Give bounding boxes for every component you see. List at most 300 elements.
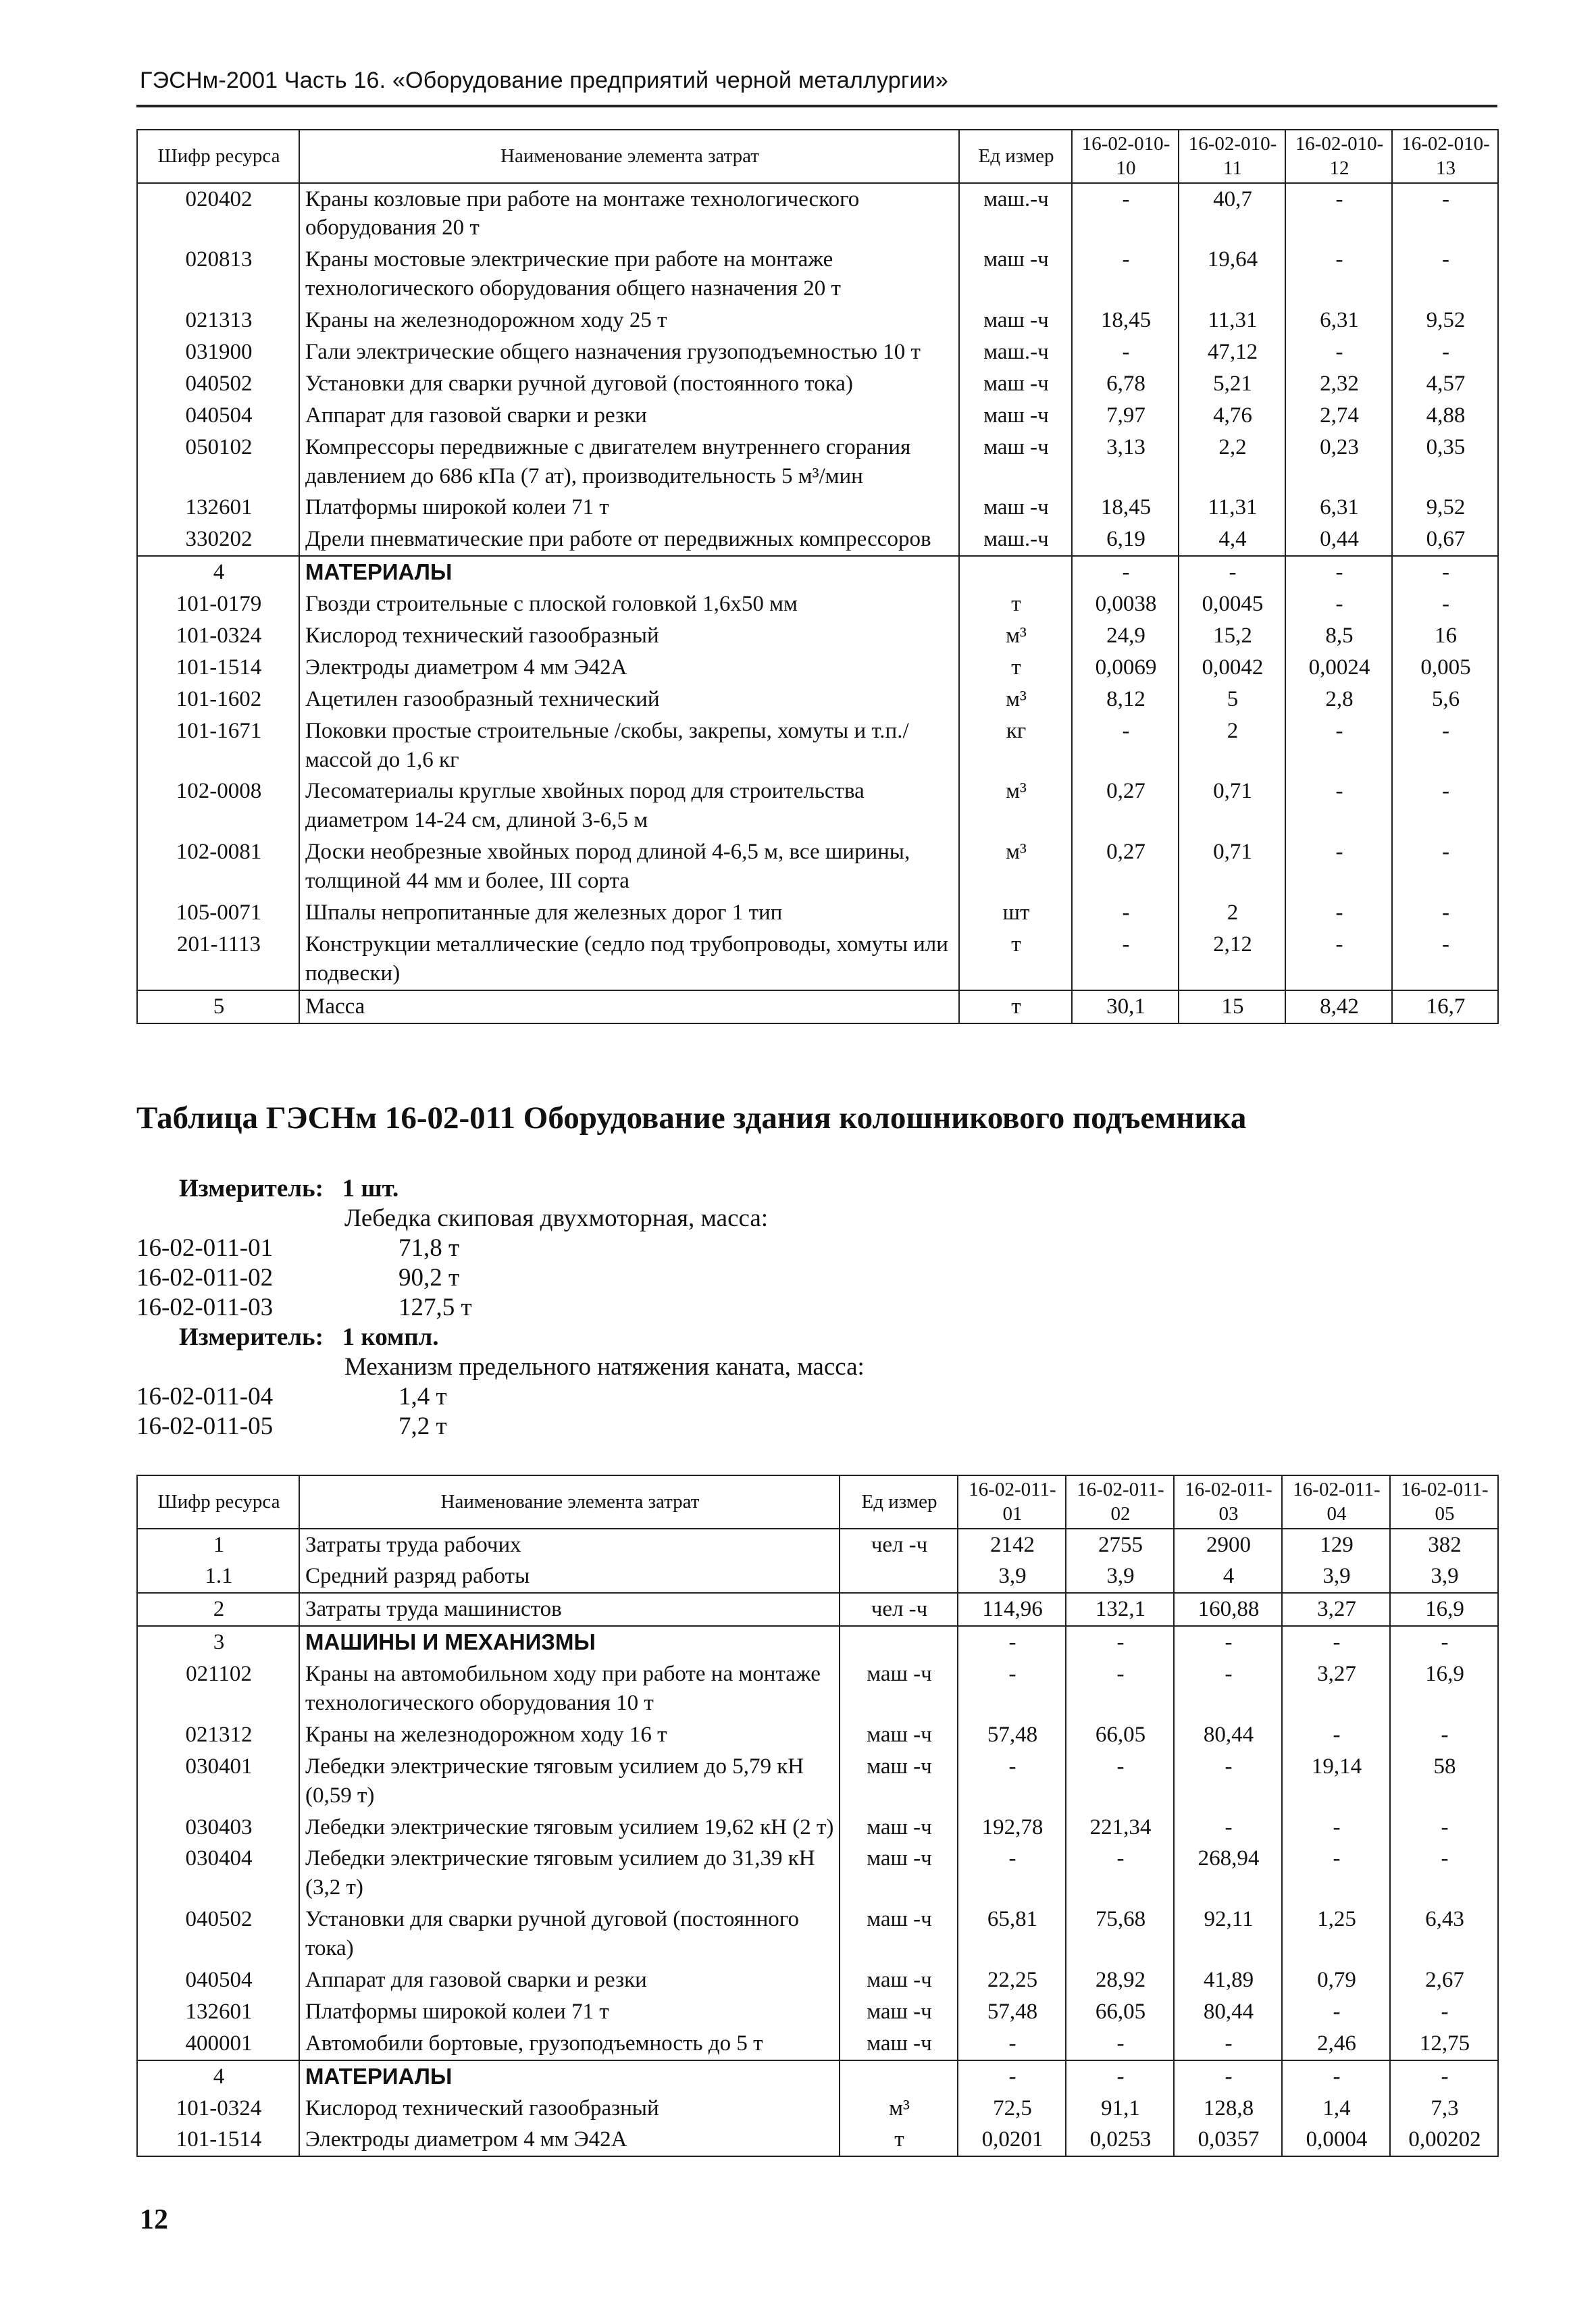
resource-code: 330202 <box>137 524 299 556</box>
col-header: 16-02-011-04 <box>1282 1475 1390 1529</box>
item-mass: 1,4 т <box>398 1383 447 1410</box>
resource-code: 102-0008 <box>137 776 299 836</box>
meter-line <box>179 1174 398 1203</box>
cell-value: - <box>1072 929 1179 990</box>
resource-code: 040502 <box>137 1904 299 1964</box>
page-header: ГЭСНм-2001 Часть 16. «Оборудование предприятий черной металлургии» <box>140 68 949 93</box>
cell-value: 6,19 <box>1072 524 1179 556</box>
meter-line <box>179 1323 439 1352</box>
table-row <box>137 244 1498 305</box>
col-header: Ед измер <box>959 130 1072 183</box>
cell-value: 12,75 <box>1390 2028 1498 2060</box>
resource-code: 020402 <box>137 183 299 245</box>
cell-value: 0,79 <box>1282 1964 1390 1996</box>
cell-value: 8,42 <box>1285 990 1392 1023</box>
cell-value: 3,9 <box>1390 1560 1498 1593</box>
cell-value: 160,88 <box>1174 1593 1282 1626</box>
cell-value: 3,27 <box>1282 1658 1390 1719</box>
table-row <box>137 1593 1498 1626</box>
cell-value: 0,00202 <box>1390 2124 1498 2156</box>
unit: м³ <box>959 684 1072 715</box>
col-header: 16-02-011-02 <box>1066 1475 1174 1529</box>
cell-value: 5 <box>1179 684 1285 715</box>
cell-value: 19,64 <box>1179 244 1285 305</box>
table-row <box>137 2124 1498 2156</box>
cell-value: - <box>1179 556 1285 588</box>
cell-value: - <box>1392 588 1498 620</box>
unit: маш -ч <box>959 492 1072 524</box>
meter-label: Измеритель: <box>179 1175 324 1202</box>
section-row <box>137 1626 1498 1658</box>
resource-code: 1 <box>137 1529 299 1561</box>
item-mass: 7,2 т <box>398 1413 447 1440</box>
element-name: Доски необрезные хвойных пород длиной 4-6,5 м, все ширины, толщиной 44 мм и более, III сорта <box>299 836 959 897</box>
cell-value: - <box>1285 244 1392 305</box>
cell-value: 66,05 <box>1066 1719 1174 1751</box>
cell-value: 6,31 <box>1285 305 1392 336</box>
cell-value: 0,71 <box>1179 836 1285 897</box>
cell-value: - <box>958 1751 1066 1812</box>
cell-value: 5,21 <box>1179 368 1285 400</box>
table-row <box>137 1843 1498 1904</box>
cell-value: 0,0253 <box>1066 2124 1174 2156</box>
cell-value: 2,2 <box>1179 432 1285 492</box>
resource-code: 030401 <box>137 1751 299 1812</box>
unit <box>840 1626 958 1658</box>
table-row <box>137 588 1498 620</box>
unit: маш.-ч <box>959 336 1072 368</box>
cell-value: 0,27 <box>1072 776 1179 836</box>
cell-value: 30,1 <box>1072 990 1179 1023</box>
cell-value: 80,44 <box>1174 1996 1282 2028</box>
table-row <box>137 524 1498 556</box>
meter-description: Лебедка скиповая двухмоторная, масса: <box>344 1204 769 1232</box>
element-name: Гали электрические общего назначения грузоподъемностью 10 т <box>299 336 959 368</box>
resource-code: 4 <box>137 556 299 588</box>
table-header-row <box>137 1475 1498 1529</box>
cell-value: 192,78 <box>958 1812 1066 1844</box>
unit: маш -ч <box>959 432 1072 492</box>
resource-code: 2 <box>137 1593 299 1626</box>
element-name: Лебедки электрические тяговым усилием до 5,79 кН (0,59 т) <box>299 1751 840 1812</box>
unit: маш -ч <box>959 244 1072 305</box>
cell-value: - <box>1174 1751 1282 1812</box>
cell-value: 18,45 <box>1072 305 1179 336</box>
unit: т <box>959 588 1072 620</box>
unit: т <box>840 2124 958 2156</box>
resource-code: 101-0179 <box>137 588 299 620</box>
cell-value: - <box>1174 2060 1282 2093</box>
resource-code: 030404 <box>137 1843 299 1904</box>
element-name: Аппарат для газовой сварки и резки <box>299 400 959 432</box>
resource-code: 5 <box>137 990 299 1023</box>
element-name: МАШИНЫ И МЕХАНИЗМЫ <box>299 1626 840 1658</box>
meter-value: 1 компл. <box>342 1323 439 1351</box>
item-mass: 127,5 т <box>398 1294 472 1321</box>
unit <box>959 556 1072 588</box>
cell-value: 6,78 <box>1072 368 1179 400</box>
unit: кг <box>959 715 1072 776</box>
cell-value: 9,52 <box>1392 492 1498 524</box>
cell-value: 16,9 <box>1390 1658 1498 1719</box>
unit <box>840 1560 958 1593</box>
unit: м³ <box>959 620 1072 652</box>
col-header: 16-02-011-01 <box>958 1475 1066 1529</box>
cell-value: 58 <box>1390 1751 1498 1812</box>
element-name: Затраты труда машинистов <box>299 1593 840 1626</box>
cell-value: - <box>1066 2060 1174 2093</box>
cell-value: 0,0201 <box>958 2124 1066 2156</box>
table-row <box>137 400 1498 432</box>
cell-value: 114,96 <box>958 1593 1066 1626</box>
col-header: 16-02-010-12 <box>1285 130 1392 183</box>
cell-value: 9,52 <box>1392 305 1498 336</box>
cell-value: 18,45 <box>1072 492 1179 524</box>
cell-value: 0,35 <box>1392 432 1498 492</box>
element-name: Шпалы непропитанные для железных дорог 1 тип <box>299 897 959 929</box>
cell-value: - <box>1174 1812 1282 1844</box>
cell-value: - <box>1285 588 1392 620</box>
element-name: Краны мостовые электрические при работе на монтаже технологического оборудования общего назначения 20 т <box>299 244 959 305</box>
unit: маш -ч <box>840 1658 958 1719</box>
cell-value: - <box>958 1626 1066 1658</box>
cell-value: 24,9 <box>1072 620 1179 652</box>
cell-value: 2 <box>1179 715 1285 776</box>
cell-value: 16 <box>1392 620 1498 652</box>
resource-code: 400001 <box>137 2028 299 2060</box>
table-row <box>137 715 1498 776</box>
table-row <box>137 1529 1498 1561</box>
unit: чел -ч <box>840 1593 958 1626</box>
cell-value: 72,5 <box>958 2093 1066 2125</box>
cell-value: 132,1 <box>1066 1593 1174 1626</box>
cell-value: 4,88 <box>1392 400 1498 432</box>
cell-value: - <box>1282 1996 1390 2028</box>
resource-code: 040504 <box>137 400 299 432</box>
cell-value: 1,25 <box>1282 1904 1390 1964</box>
element-name: Электроды диаметром 4 мм Э42А <box>299 652 959 684</box>
cell-value: - <box>1066 1658 1174 1719</box>
cell-value: 11,31 <box>1179 305 1285 336</box>
unit: маш -ч <box>840 1751 958 1812</box>
cell-value: 91,1 <box>1066 2093 1174 2125</box>
unit: т <box>959 652 1072 684</box>
cell-value: - <box>1285 776 1392 836</box>
cell-value: - <box>1390 1843 1498 1904</box>
cell-value: 0,27 <box>1072 836 1179 897</box>
cell-value: - <box>1174 1658 1282 1719</box>
cell-value: 128,8 <box>1174 2093 1282 2125</box>
unit: маш -ч <box>840 2028 958 2060</box>
resource-code: 201-1113 <box>137 929 299 990</box>
element-name: Краны на автомобильном ходу при работе на монтаже технологического оборудования 10 т <box>299 1658 840 1719</box>
resource-code: 105-0071 <box>137 897 299 929</box>
unit: маш -ч <box>840 1964 958 1996</box>
col-header: Ед измер <box>840 1475 958 1529</box>
table-row <box>137 929 1498 990</box>
cell-value: - <box>1390 1626 1498 1658</box>
unit: маш -ч <box>840 1719 958 1751</box>
table-body <box>137 1529 1498 2157</box>
resource-table-011 <box>136 1475 1499 2157</box>
cell-value: - <box>1072 897 1179 929</box>
cell-value: 11,31 <box>1179 492 1285 524</box>
cell-value: 2755 <box>1066 1529 1174 1561</box>
cell-value: 0,0024 <box>1285 652 1392 684</box>
cell-value: - <box>1282 1626 1390 1658</box>
cell-value: 2,12 <box>1179 929 1285 990</box>
resource-code: 020813 <box>137 244 299 305</box>
cell-value: - <box>1285 836 1392 897</box>
cell-value: 22,25 <box>958 1964 1066 1996</box>
col-header: Шифр ресурса <box>137 1475 299 1529</box>
cell-value: 4,76 <box>1179 400 1285 432</box>
cell-value: - <box>1390 1812 1498 1844</box>
page-number: 12 <box>140 2204 168 2235</box>
cell-value: - <box>1174 1626 1282 1658</box>
cell-value: - <box>1282 1812 1390 1844</box>
unit: маш -ч <box>840 1843 958 1904</box>
cell-value: - <box>1066 1626 1174 1658</box>
item-code: 16-02-011-05 <box>136 1413 274 1440</box>
unit: маш.-ч <box>959 183 1072 245</box>
unit: маш -ч <box>840 1996 958 2028</box>
cell-value: - <box>1282 1719 1390 1751</box>
resource-code: 030403 <box>137 1812 299 1844</box>
resource-code: 101-1602 <box>137 684 299 715</box>
cell-value: 0,0357 <box>1174 2124 1282 2156</box>
section-row <box>137 556 1498 588</box>
table-row <box>137 2093 1498 2125</box>
cell-value: 2 <box>1179 897 1285 929</box>
cell-value: 47,12 <box>1179 336 1285 368</box>
cell-value: - <box>1285 897 1392 929</box>
cell-value: 0,0038 <box>1072 588 1179 620</box>
resource-code: 102-0081 <box>137 836 299 897</box>
unit: чел -ч <box>840 1529 958 1561</box>
table-body <box>137 183 1498 1023</box>
cell-value: 92,11 <box>1174 1904 1282 1964</box>
cell-value: - <box>1285 715 1392 776</box>
element-name: Краны на железнодорожном ходу 25 т <box>299 305 959 336</box>
meter-label: Измеритель: <box>179 1323 324 1351</box>
element-name: Платформы широкой колеи 71 т <box>299 492 959 524</box>
table-row <box>137 336 1498 368</box>
unit: м³ <box>959 776 1072 836</box>
cell-value: - <box>1072 715 1179 776</box>
unit: шт <box>959 897 1072 929</box>
cell-value: 3,13 <box>1072 432 1179 492</box>
unit <box>840 2060 958 2093</box>
resource-code: 021313 <box>137 305 299 336</box>
table-row <box>137 1751 1498 1812</box>
unit: маш.-ч <box>959 524 1072 556</box>
cell-value: - <box>1066 1843 1174 1904</box>
cell-value: 0,71 <box>1179 776 1285 836</box>
cell-value: 19,14 <box>1282 1751 1390 1812</box>
cell-value: 6,31 <box>1285 492 1392 524</box>
cell-value: - <box>1392 556 1498 588</box>
cell-value: 6,43 <box>1390 1904 1498 1964</box>
resource-table-010 <box>136 129 1499 1024</box>
item-code: 16-02-011-02 <box>136 1264 274 1292</box>
unit: маш -ч <box>959 368 1072 400</box>
table-row <box>137 1964 1498 1996</box>
element-name: Компрессоры передвижные с двигателем внутреннего сгорания давлением до 686 кПа (7 ат), производительность 5 м³/мин <box>299 432 959 492</box>
cell-value: - <box>1072 336 1179 368</box>
cell-value: 75,68 <box>1066 1904 1174 1964</box>
table-row <box>137 1996 1498 2028</box>
header-rule <box>136 105 1497 107</box>
unit: маш -ч <box>959 400 1072 432</box>
resource-code: 132601 <box>137 1996 299 2028</box>
table-row <box>137 432 1498 492</box>
cell-value: 4,57 <box>1392 368 1498 400</box>
cell-value: - <box>1392 183 1498 245</box>
cell-value: 2,74 <box>1285 400 1392 432</box>
cell-value: - <box>958 1658 1066 1719</box>
cell-value: - <box>1282 2060 1390 2093</box>
table-row <box>137 305 1498 336</box>
cell-value: 57,48 <box>958 1719 1066 1751</box>
col-header: 16-02-010-11 <box>1179 130 1285 183</box>
cell-value: 16,7 <box>1392 990 1498 1023</box>
cell-value: - <box>1392 715 1498 776</box>
cell-value: 3,9 <box>1282 1560 1390 1593</box>
table-row <box>137 620 1498 652</box>
resource-code: 3 <box>137 1626 299 1658</box>
table-row <box>137 183 1498 245</box>
meter-description: Механизм предельного натяжения каната, масса: <box>344 1353 865 1381</box>
resource-code: 101-0324 <box>137 2093 299 2125</box>
element-name: Краны на железнодорожном ходу 16 т <box>299 1719 840 1751</box>
cell-value: 0,67 <box>1392 524 1498 556</box>
element-name: Установки для сварки ручной дуговой (постоянного тока) <box>299 1904 840 1964</box>
element-name: Лебедки электрические тяговым усилием 19,62 кН (2 т) <box>299 1812 840 1844</box>
cell-value: 221,34 <box>1066 1812 1174 1844</box>
cell-value: 16,9 <box>1390 1593 1498 1626</box>
cell-value: - <box>1392 836 1498 897</box>
table-row <box>137 1904 1498 1964</box>
cell-value: 3,9 <box>1066 1560 1174 1593</box>
cell-value: - <box>1392 776 1498 836</box>
item-code: 16-02-011-04 <box>136 1383 274 1410</box>
cell-value: - <box>1392 336 1498 368</box>
col-header: Наименование элемента затрат <box>299 1475 840 1529</box>
element-name: Затраты труда рабочих <box>299 1529 840 1561</box>
cell-value: 7,3 <box>1390 2093 1498 2125</box>
cell-value: 0,0004 <box>1282 2124 1390 2156</box>
cell-value: - <box>1072 244 1179 305</box>
cell-value: - <box>1066 2028 1174 2060</box>
resource-code: 021102 <box>137 1658 299 1719</box>
cell-value: - <box>1072 556 1179 588</box>
element-name: Средний разряд работы <box>299 1560 840 1593</box>
cell-value: 0,23 <box>1285 432 1392 492</box>
cell-value: 3,9 <box>958 1560 1066 1593</box>
table-row <box>137 684 1498 715</box>
item-mass: 71,8 т <box>398 1234 460 1262</box>
cell-value: - <box>1390 1996 1498 2028</box>
cell-value: - <box>1392 244 1498 305</box>
table-row <box>137 836 1498 897</box>
element-name: Ацетилен газообразный технический <box>299 684 959 715</box>
table-row <box>137 1658 1498 1719</box>
resource-code: 1.1 <box>137 1560 299 1593</box>
unit: м³ <box>959 836 1072 897</box>
cell-value: - <box>1285 556 1392 588</box>
resource-code: 040504 <box>137 1964 299 1996</box>
unit: м³ <box>840 2093 958 2125</box>
cell-value: - <box>1285 336 1392 368</box>
table-row <box>137 1560 1498 1593</box>
col-header: Шифр ресурса <box>137 130 299 183</box>
cell-value: - <box>1392 897 1498 929</box>
item-mass: 90,2 т <box>398 1264 460 1292</box>
element-name: МАТЕРИАЛЫ <box>299 2060 840 2093</box>
cell-value: 15 <box>1179 990 1285 1023</box>
unit: т <box>959 990 1072 1023</box>
cell-value: 382 <box>1390 1529 1498 1561</box>
element-name: Поковки простые строительные /скобы, закрепы, хомуты и т.п./ массой до 1,6 кг <box>299 715 959 776</box>
cell-value: 0,0069 <box>1072 652 1179 684</box>
cell-value: 5,6 <box>1392 684 1498 715</box>
resource-code: 101-0324 <box>137 620 299 652</box>
col-header: 16-02-011-05 <box>1390 1475 1498 1529</box>
cell-value: 129 <box>1282 1529 1390 1561</box>
cell-value: - <box>1390 1719 1498 1751</box>
cell-value: 0,005 <box>1392 652 1498 684</box>
cell-value: 15,2 <box>1179 620 1285 652</box>
cell-value: - <box>1066 1751 1174 1812</box>
element-name: Электроды диаметром 4 мм Э42А <box>299 2124 840 2156</box>
cell-value: 8,5 <box>1285 620 1392 652</box>
cell-value: - <box>1174 2028 1282 2060</box>
cell-value: 8,12 <box>1072 684 1179 715</box>
element-name: Автомобили бортовые, грузоподъемность до 5 т <box>299 2028 840 2060</box>
element-name: Лесоматериалы круглые хвойных пород для строительства диаметром 14-24 см, длиной 3-6,5 м <box>299 776 959 836</box>
col-header: 16-02-010-10 <box>1072 130 1179 183</box>
cell-value: - <box>1390 2060 1498 2093</box>
cell-value: 268,94 <box>1174 1843 1282 1904</box>
cell-value: - <box>958 1843 1066 1904</box>
cell-value: 2,67 <box>1390 1964 1498 1996</box>
cell-value: 1,4 <box>1282 2093 1390 2125</box>
unit: маш -ч <box>959 305 1072 336</box>
section-row <box>137 2060 1498 2093</box>
cell-value: 0,0045 <box>1179 588 1285 620</box>
resource-code: 101-1514 <box>137 2124 299 2156</box>
cell-value: 2900 <box>1174 1529 1282 1561</box>
table-row <box>137 492 1498 524</box>
resource-code: 031900 <box>137 336 299 368</box>
cell-value: 57,48 <box>958 1996 1066 2028</box>
cell-value: 2,46 <box>1282 2028 1390 2060</box>
cell-value: 41,89 <box>1174 1964 1282 1996</box>
cell-value: 2,8 <box>1285 684 1392 715</box>
meter-value: 1 шт. <box>342 1175 399 1202</box>
cell-value: 65,81 <box>958 1904 1066 1964</box>
cell-value: 4,4 <box>1179 524 1285 556</box>
table-row <box>137 1812 1498 1844</box>
cell-value: - <box>1285 183 1392 245</box>
cell-value: 28,92 <box>1066 1964 1174 1996</box>
cell-value: - <box>958 2060 1066 2093</box>
element-name: Аппарат для газовой сварки и резки <box>299 1964 840 1996</box>
cell-value: 0,0042 <box>1179 652 1285 684</box>
table-row <box>137 1719 1498 1751</box>
table-row <box>137 652 1498 684</box>
